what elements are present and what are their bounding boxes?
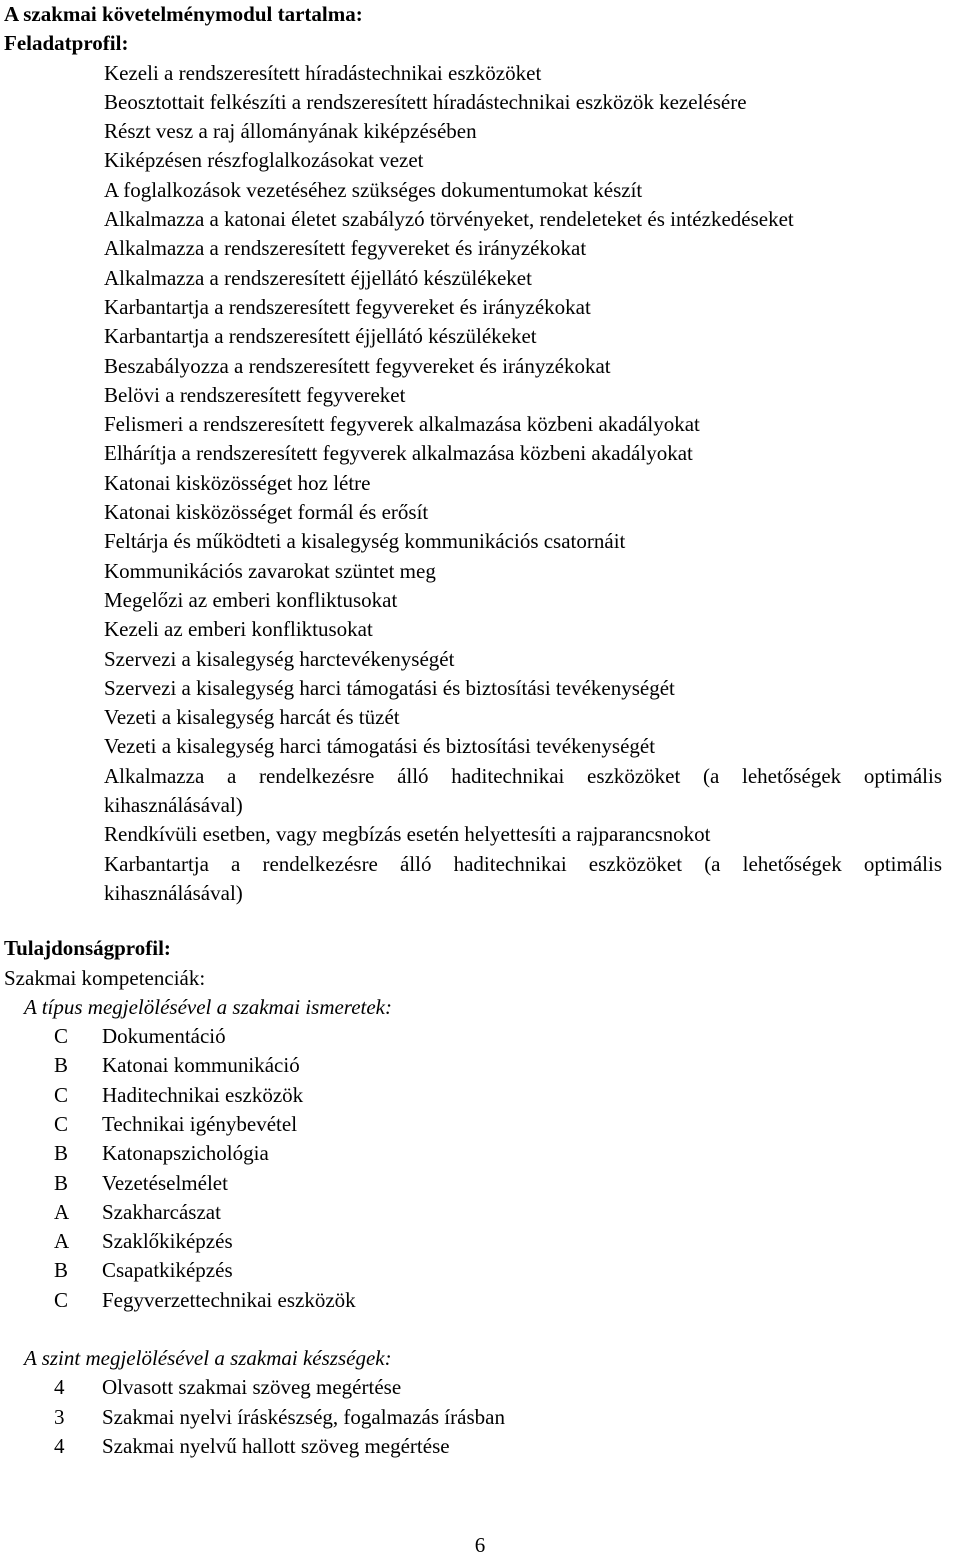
knowledge-item	[4, 1051, 956, 1080]
task-item: Elhárítja a rendszeresített fegyverek alkalmazása közbeni akadályokat	[104, 441, 693, 466]
skill-level: 4	[54, 1375, 65, 1400]
knowledge-item	[4, 1198, 956, 1227]
task-item: Vezeti a kisalegység harci támogatási és biztosítási tevékenységét	[104, 734, 656, 759]
competencies-label: Szakmai kompetenciák:	[4, 965, 206, 990]
skill-text: Szakmai nyelvi íráskészség, fogalmazás írásban	[102, 1404, 505, 1429]
knowledge-heading: A típus megjelölésével a szakmai ismeretek:	[24, 994, 392, 1019]
knowledge-item	[4, 1286, 956, 1315]
knowledge-text: Szaklőkiképzés	[102, 1229, 233, 1254]
knowledge-text: Fegyverzettechnikai eszközök	[102, 1287, 356, 1312]
skill-item	[4, 1373, 956, 1402]
knowledge-code: B	[54, 1258, 69, 1283]
task-item: Karbantartja a rendelkezésre álló haditechnikai eszközöket (a lehetőségek optimális kihasználásával)	[104, 851, 942, 905]
skill-text: Szakmai nyelvű hallott szöveg megértése	[102, 1433, 450, 1458]
page-number: 6	[474, 1533, 486, 1557]
task-item: Kezeli az emberi konfliktusokat	[104, 617, 373, 642]
skills-heading: A szint megjelölésével a szakmai készségek:	[24, 1346, 392, 1371]
skill-level: 4	[54, 1433, 65, 1458]
knowledge-item	[4, 1256, 956, 1285]
knowledge-text: Katonapszichológia	[102, 1141, 269, 1166]
knowledge-code: B	[54, 1170, 69, 1195]
spacer	[4, 1315, 956, 1344]
task-item: Részt vesz a raj állományának kiképzésében	[104, 119, 477, 144]
skills-list	[4, 1373, 956, 1461]
task-item: Beszabályozza a rendszeresített fegyvereket és irányzékokat	[104, 353, 611, 378]
task-item: Szervezi a kisalegység harci támogatási és biztosítási tevékenységét	[104, 675, 675, 700]
task-item: Vezeti a kisalegység harcát és tüzét	[104, 705, 400, 730]
task-item: A foglalkozások vezetéséhez szükséges dokumentumokat készít	[104, 177, 643, 202]
knowledge-code: A	[54, 1229, 70, 1254]
module-title: A szakmai követelménymodul tartalma:	[4, 2, 363, 26]
skill-level: 3	[54, 1404, 65, 1429]
knowledge-text: Dokumentáció	[102, 1024, 226, 1049]
task-list	[4, 59, 956, 909]
task-item: Katonai kisközösséget hoz létre	[104, 470, 371, 495]
skill-text: Olvasott szakmai szöveg megértése	[102, 1375, 402, 1400]
knowledge-text: Vezetéselmélet	[102, 1170, 228, 1195]
task-item: Feltárja és működteti a kisalegység kommunikációs csatornáit	[104, 529, 626, 554]
knowledge-item	[4, 1110, 956, 1139]
task-item: Felismeri a rendszeresített fegyverek alkalmazása közbeni akadályokat	[104, 412, 700, 437]
task-profile-heading: Feladatprofil:	[4, 31, 129, 56]
knowledge-item	[4, 1022, 956, 1051]
property-profile-heading: Tulajdonságprofil:	[4, 936, 171, 961]
knowledge-item	[4, 1227, 956, 1256]
task-item: Alkalmazza a rendelkezésre álló haditechnikai eszközöket (a lehetőségek optimális kihasználásával)	[104, 763, 942, 818]
task-item: Katonai kisközösséget formál és erősít	[104, 500, 429, 525]
knowledge-code: B	[54, 1053, 69, 1078]
knowledge-text: Csapatkiképzés	[102, 1258, 233, 1283]
task-item: Alkalmazza a rendszeresített éjjellátó készülékeket	[104, 265, 532, 290]
knowledge-list	[4, 1022, 956, 1315]
task-item: Kiképzésen részfoglalkozásokat vezet	[104, 148, 424, 173]
knowledge-code: A	[54, 1199, 70, 1224]
knowledge-code: C	[54, 1082, 69, 1107]
knowledge-text: Szakharcászat	[102, 1199, 221, 1224]
task-item: Belövi a rendszeresített fegyvereket	[104, 382, 406, 407]
knowledge-text: Haditechnikai eszközök	[102, 1082, 304, 1107]
task-item: Karbantartja a rendszeresített fegyvereket és irányzékokat	[104, 294, 591, 319]
knowledge-code: C	[54, 1287, 69, 1312]
task-item: Megelőzi az emberi konfliktusokat	[104, 587, 398, 612]
knowledge-item	[4, 1139, 956, 1168]
task-item: Kezeli a rendszeresített híradástechnikai eszközöket	[104, 60, 542, 85]
knowledge-text: Technikai igénybevétel	[102, 1111, 298, 1136]
task-item: Kommunikációs zavarokat szüntet meg	[104, 558, 436, 583]
skill-item	[4, 1432, 956, 1461]
task-item: Szervezi a kisalegység harctevékenységét	[104, 646, 455, 671]
task-item: Karbantartja a rendszeresített éjjellátó készülékeket	[104, 324, 537, 349]
knowledge-code: C	[54, 1111, 69, 1136]
spacer	[4, 908, 956, 934]
knowledge-code: B	[54, 1141, 69, 1166]
document-page	[4, 0, 956, 1461]
task-item: Alkalmazza a rendszeresített fegyvereket és irányzékokat	[104, 236, 587, 261]
knowledge-item	[4, 1169, 956, 1198]
knowledge-code: C	[54, 1024, 69, 1049]
task-item: Beosztottait felkészíti a rendszeresített híradástechnikai eszközök kezelésére	[104, 89, 747, 114]
skill-item	[4, 1403, 956, 1432]
knowledge-item	[4, 1081, 956, 1110]
task-item: Alkalmazza a katonai életet szabályzó törvényeket, rendeleteket és intézkedéseket	[104, 207, 794, 232]
task-item: Rendkívüli esetben, vagy megbízás esetén helyettesíti a rajparancsnokot	[104, 822, 711, 847]
knowledge-text: Katonai kommunikáció	[102, 1053, 300, 1078]
